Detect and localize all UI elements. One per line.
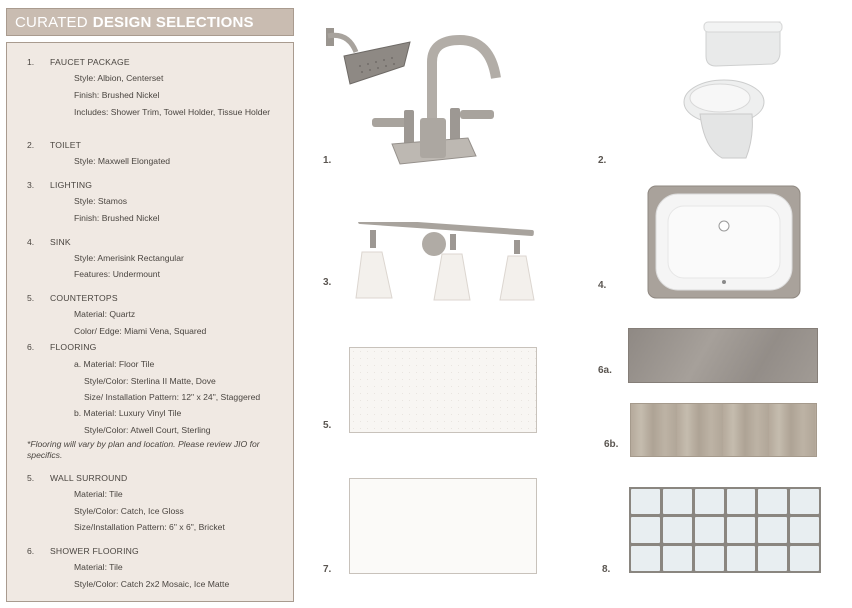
shower-style: Style/Color: Catch 2x2 Mosaic, Ice Matte	[74, 579, 230, 589]
flooring-num: 6.	[27, 342, 35, 352]
shower-num: 6.	[27, 546, 35, 556]
label-1: 1.	[323, 155, 332, 166]
toilet-style: Style: Maxwell Elongated	[74, 156, 171, 166]
sink-title: SINK	[50, 237, 71, 247]
flooring-a-material: a. Material: Floor Tile	[74, 359, 155, 369]
wall-size: Size/Installation Pattern: 6" x 6", Bricket	[74, 522, 225, 532]
floor-tile-swatch	[628, 328, 818, 383]
label-4: 4.	[598, 280, 607, 291]
faucet-style: Style: Albion, Centerset	[74, 73, 164, 83]
lighting-style: Style: Stamos	[74, 196, 128, 206]
label-6a: 6a.	[598, 365, 612, 376]
wall-material: Material: Tile	[74, 489, 123, 499]
toilet-title: TOILET	[50, 140, 82, 150]
label-8: 8.	[602, 564, 611, 575]
flooring-a-size: Size/ Installation Pattern: 12" x 24", Staggered	[84, 392, 261, 402]
faucet-num: 1.	[27, 57, 35, 67]
flooring-a-style: Style/Color: Sterlina II Matte, Dove	[84, 376, 216, 386]
wall-title: WALL SURROUND	[50, 473, 128, 483]
wall-num: 5.	[27, 473, 35, 483]
flooring-title: FLOORING	[50, 342, 97, 352]
flooring-b-material: b. Material: Luxury Vinyl Tile	[74, 408, 182, 418]
label-7: 7.	[323, 564, 332, 575]
toilet-num: 2.	[27, 140, 35, 150]
flooring-note: *Flooring will vary by plan and location. Please review JIO for specifics.	[27, 439, 260, 460]
wall-tile-swatch	[349, 478, 537, 574]
wall-style: Style/Color: Catch, Ice Gloss	[74, 506, 184, 516]
label-3: 3.	[323, 277, 332, 288]
faucet-includes: Includes: Shower Trim, Towel Holder, Tissue Holder	[74, 107, 271, 117]
countertops-material: Material: Quartz	[74, 309, 136, 319]
lighting-num: 3.	[27, 180, 35, 190]
luxury-vinyl-swatch	[630, 403, 817, 457]
spec-panel	[6, 42, 294, 602]
title-bold: DESIGN SELECTIONS	[92, 13, 254, 31]
faucet-finish: Finish: Brushed Nickel	[74, 90, 160, 100]
shower-material: Material: Tile	[74, 562, 123, 572]
lighting-title: LIGHTING	[50, 180, 93, 190]
flooring-b-style: Style/Color: Atwell Court, Sterling	[84, 425, 211, 435]
shower-mosaic-swatch	[629, 487, 821, 573]
vanity-light-icon	[352, 222, 540, 302]
faucet-title: FAUCET PACKAGE	[50, 57, 130, 67]
faucet-icon	[320, 22, 510, 178]
label-2: 2.	[598, 155, 607, 166]
countertop-swatch	[349, 347, 537, 433]
page-title	[6, 8, 294, 36]
sink-style: Style: Amerisink Rectangular	[74, 253, 184, 263]
title-light: CURATED	[15, 13, 88, 31]
countertops-title: COUNTERTOPS	[50, 293, 118, 303]
label-6b: 6b.	[604, 439, 619, 450]
toilet-icon	[680, 18, 790, 168]
sink-num: 4.	[27, 237, 35, 247]
shower-title: SHOWER FLOORING	[50, 546, 139, 556]
lighting-finish: Finish: Brushed Nickel	[74, 213, 160, 223]
countertops-num: 5.	[27, 293, 35, 303]
sink-icon	[646, 184, 802, 300]
countertops-color: Color/ Edge: Miami Vena, Squared	[74, 326, 207, 336]
sink-features: Features: Undermount	[74, 269, 160, 279]
label-5: 5.	[323, 420, 332, 431]
